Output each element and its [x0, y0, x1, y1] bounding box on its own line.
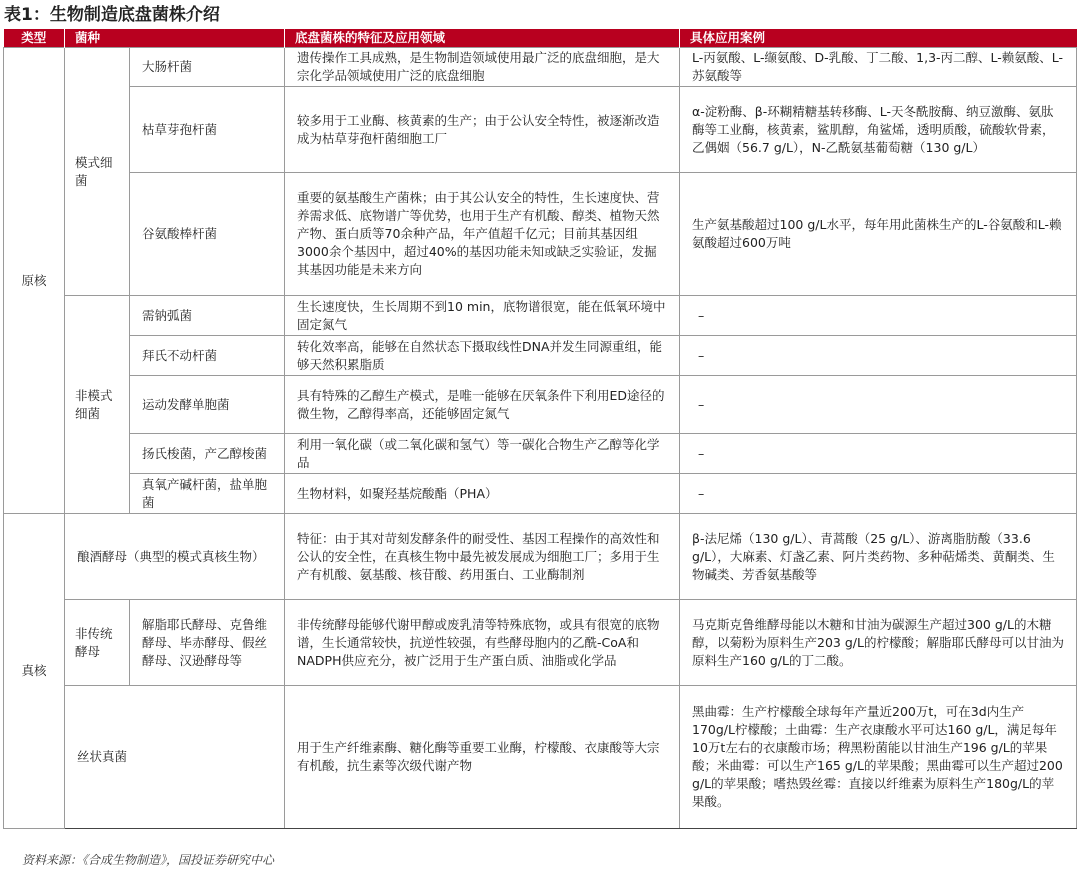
- source-note: 资料来源：《合成生物制造》，国投证券研究中心: [22, 853, 275, 867]
- strain-name: 拜氏不动杆菌: [130, 336, 285, 376]
- strain-example: 黑曲霉：生产柠檬酸全球每年产量近200万t，可在3d内生产170g/L柠檬酸；土曲霉：生产衣康酸水平可达160 g/L，满足每年10万t左右的衣康酸市场；稗黑粉菌能以甘油生产196 g/L的苹果酸；米曲霉：可以生产165 g/L的苹果酸；黑曲霉可以生产超过200 g/L的苹果酸；嗜热毁丝霉：直接以纤维素为原料生产180g/L的苹果酸。: [680, 686, 1077, 829]
- strain-example: –: [680, 434, 1077, 474]
- strain-name: 酿酒酵母（典型的模式真核生物）: [65, 514, 285, 600]
- strain-name: 扬氏梭菌，产乙醇梭菌: [130, 434, 285, 474]
- strain-example: –: [680, 474, 1077, 514]
- strain-feature: 用于生产纤维素酶、糖化酶等重要工业酶，柠檬酸、衣康酸等大宗有机酸，抗生素等次级代谢产物: [285, 686, 680, 829]
- strain-name: 真氧产碱杆菌，盐单胞菌: [130, 474, 285, 514]
- strain-feature: 特征：由于其对苛刻发酵条件的耐受性、基因工程操作的高效性和公认的安全性，在真核生物中最先被发展成为细胞工厂；多用于生产有机酸、氨基酸、核苷酸、药用蛋白、工业酶制剂: [285, 514, 680, 600]
- strain-name: 解脂耶氏酵母、克鲁维酵母、毕赤酵母、假丝酵母、汉逊酵母等: [130, 600, 285, 686]
- strain-feature: 生物材料，如聚羟基烷酸酯（PHA）: [285, 474, 680, 514]
- table-row: [4, 87, 1077, 173]
- strain-feature: 非传统酵母能够代谢甲醇或废乳清等特殊底物，或具有很宽的底物谱，生长通常较快，抗逆性较强，有些酵母胞内的乙酰-CoA和NADPH供应充分，被广泛用于生产蛋白质、油脂或化学品: [285, 600, 680, 686]
- table-row: [4, 514, 1077, 600]
- table-row: [4, 600, 1077, 686]
- strain-name: 丝状真菌: [65, 686, 285, 829]
- strain-name: 枯草芽孢杆菌: [130, 87, 285, 173]
- table-row: [4, 296, 1077, 336]
- strain-name: 大肠杆菌: [130, 48, 285, 87]
- table-row: [4, 376, 1077, 434]
- strain-name: 运动发酵单胞菌: [130, 376, 285, 434]
- strain-feature: 重要的氨基酸生产菌株；由于其公认安全的特性，生长速度快、营养需求低、底物谱广等优势，也用于生产有机酸、醇类、植物天然产物、蛋白质等70余种产品，年产值超千亿元；目前其基因组3000余个基因中，超过40%的基因功能未知或缺乏实验证，发掘其基因功能是未来方向: [285, 173, 680, 296]
- strain-example: L-丙氨酸、L-缬氨酸、D-乳酸、丁二酸、1,3-丙二醇、L-赖氨酸、L-苏氨酸等: [680, 48, 1077, 87]
- strain-example: 马克斯克鲁维酵母能以木糖和甘油为碳源生产超过300 g/L的木糖醇，以菊粉为原料生产203 g/L的柠檬酸；解脂耶氏酵母可以甘油为原料生产160 g/L的丁二酸。: [680, 600, 1077, 686]
- strain-name: 需钠弧菌: [130, 296, 285, 336]
- category-non-conventional-yeast: 非传统酵母: [65, 600, 130, 686]
- strain-table: [3, 29, 1077, 829]
- header-feature: 底盘菌株的特征及应用领域: [285, 29, 680, 48]
- strain-example: 生产氨基酸超过100 g/L水平，每年用此菌株生产的L-谷氨酸和L-赖氨酸超过600万吨: [680, 173, 1077, 296]
- category-non-model-bacteria: 非模式细菌: [65, 296, 130, 514]
- table-row: [4, 474, 1077, 514]
- strain-example: β-法尼烯（130 g/L）、青蒿酸（25 g/L）、游离脂肪酸（33.6 g/L），大麻素、灯盏乙素、阿片类药物、多种萜烯类、黄酮类、生物碱类、芳香氨基酸等: [680, 514, 1077, 600]
- strain-feature: 具有特殊的乙醇生产模式，是唯一能够在厌氧条件下利用ED途径的微生物，乙醇得率高，还能够固定氮气: [285, 376, 680, 434]
- table-row: [4, 434, 1077, 474]
- table-row: [4, 173, 1077, 296]
- strain-feature: 生长速度快，生长周期不到10 min，底物谱很宽，能在低氧环境中固定氮气: [285, 296, 680, 336]
- strain-name: 谷氨酸棒杆菌: [130, 173, 285, 296]
- strain-example: –: [680, 336, 1077, 376]
- type-eukaryote: 真核: [4, 514, 65, 829]
- table-row: [4, 686, 1077, 829]
- header-type: 类型: [4, 29, 65, 48]
- header-example: 具体应用案例: [680, 29, 1077, 48]
- strain-example: α-淀粉酶、β-环糊精糖基转移酶、L-天冬酰胺酶、纳豆激酶、氨肽酶等工业酶，核黄素，鲨肌醇，角鲨烯，透明质酸，硫酸软骨素，乙偶姻（56.7 g/L），N-乙酰氨基葡萄糖（130 g/L）: [680, 87, 1077, 173]
- strain-feature: 利用一氧化碳（或二氧化碳和氢气）等一碳化合物生产乙醇等化学品: [285, 434, 680, 474]
- category-model-bacteria: 模式细菌: [65, 48, 130, 296]
- type-prokaryote: 原核: [4, 48, 65, 514]
- strain-example: –: [680, 376, 1077, 434]
- header-strain: 菌种: [65, 29, 285, 48]
- table-row: [4, 48, 1077, 87]
- table-title: 表1：生物制造底盘菌株介绍: [4, 5, 220, 25]
- strain-feature: 较多用于工业酶、核黄素的生产；由于公认安全特性，被逐渐改造成为枯草芽孢杆菌细胞工厂: [285, 87, 680, 173]
- table-header-row: [4, 29, 1077, 48]
- table-row: [4, 336, 1077, 376]
- strain-feature: 转化效率高，能够在自然状态下摄取线性DNA并发生同源重组，能够天然积累脂质: [285, 336, 680, 376]
- strain-example: –: [680, 296, 1077, 336]
- strain-feature: 遗传操作工具成熟，是生物制造领域使用最广泛的底盘细胞，是大宗化学品领域使用广泛的底盘细胞: [285, 48, 680, 87]
